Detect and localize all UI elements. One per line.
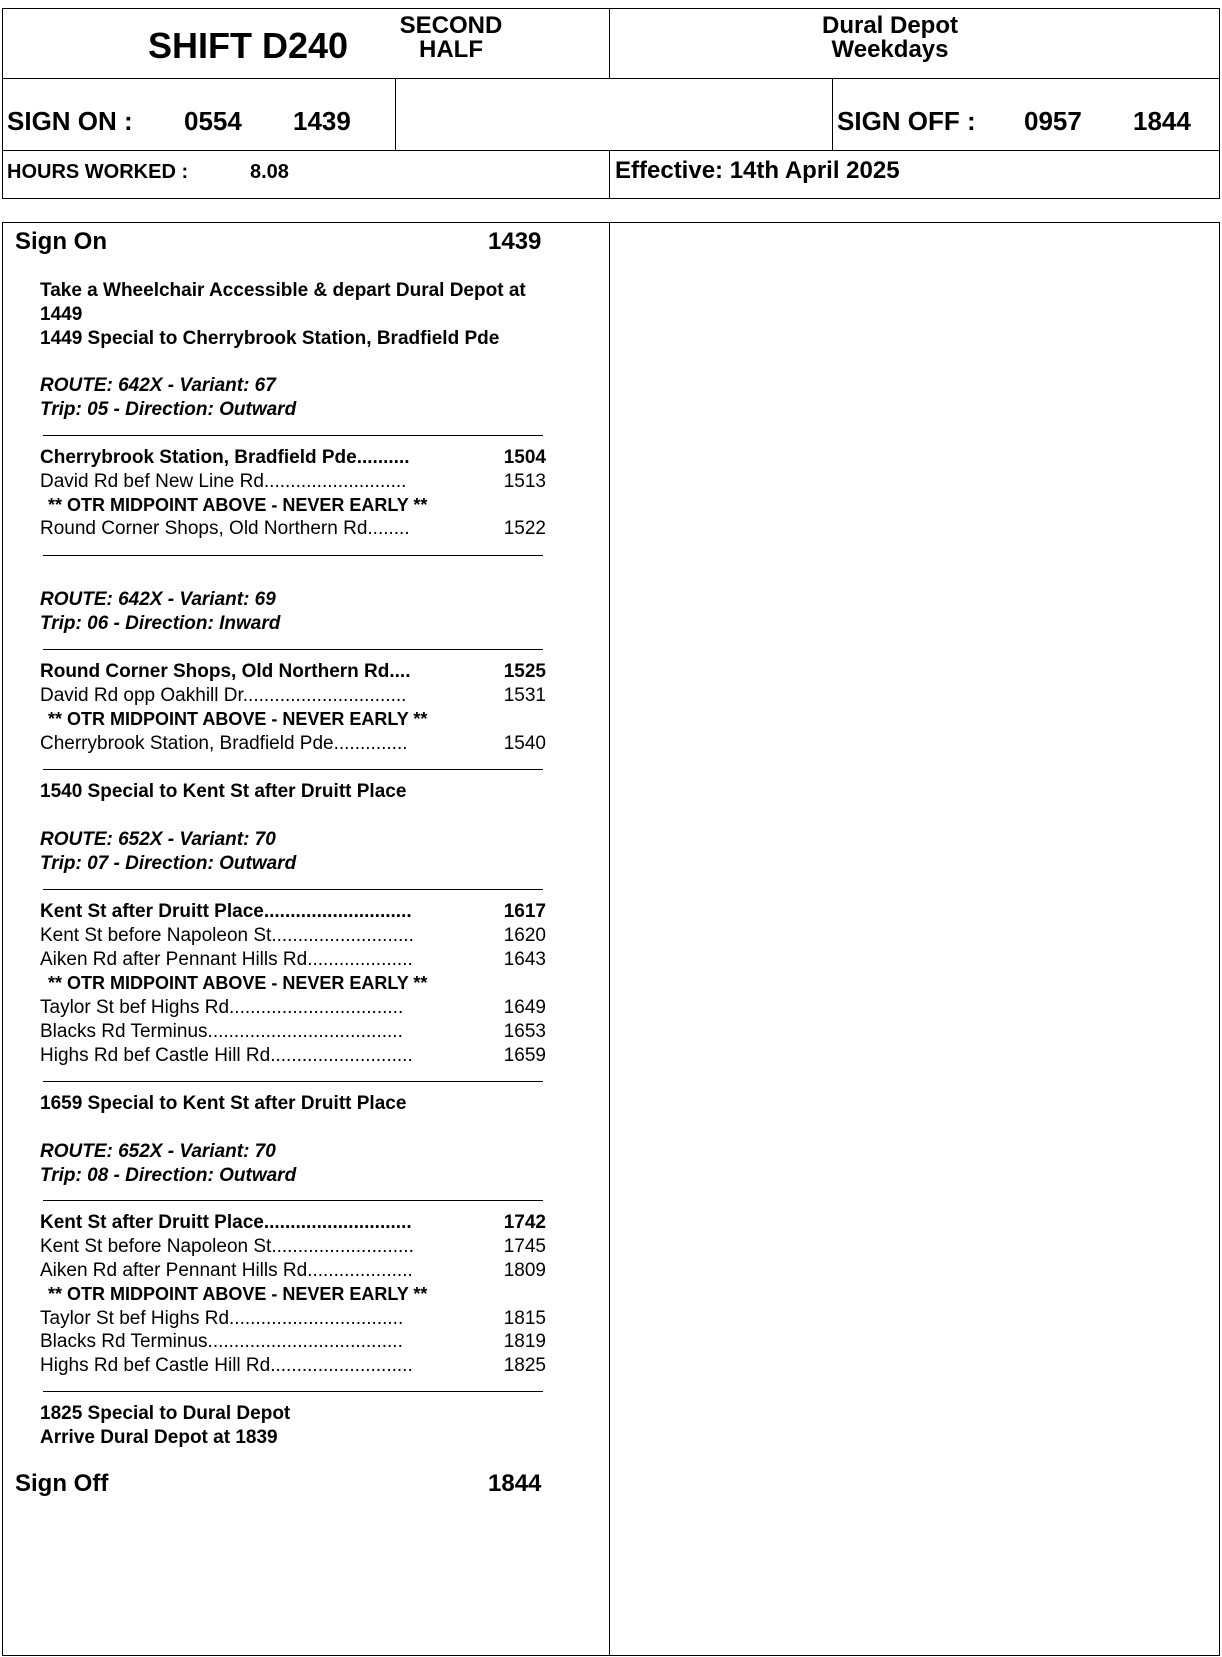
- route-4-bottom-rule: [43, 1391, 543, 1392]
- route-1-time-3: 1522: [503, 518, 546, 539]
- sign-off-label: SIGN OFF :: [837, 106, 976, 136]
- route-4-otr-note: ** OTR MIDPOINT ABOVE - NEVER EARLY **: [48, 1284, 428, 1304]
- route-3-top-rule: [43, 889, 543, 890]
- hours-worked-label: HOURS WORKED :: [7, 161, 189, 183]
- route-3-stop-1: Kent St after Druitt Place............................: [40, 901, 412, 922]
- route-4-stop-1: Kent St after Druitt Place............................: [40, 1212, 412, 1233]
- route-4-stop-2: Kent St before Napoleon St...........................: [40, 1236, 414, 1257]
- route-4-time-6: 1825: [503, 1355, 546, 1376]
- route-1-stop-2: David Rd bef New Line Rd...........................: [40, 471, 407, 492]
- final-line-1: 1825 Special to Dural Depot: [40, 1403, 291, 1424]
- route-2-top-rule: [43, 649, 543, 650]
- special-line-2: 1540 Special to Kent St after Druitt Place: [40, 781, 407, 802]
- route-3-heading: ROUTE: 652X - Variant: 70: [40, 829, 276, 850]
- route-4-time-1: 1742: [503, 1212, 546, 1233]
- sign-off-row-time: 1844: [488, 1470, 542, 1497]
- final-line-2: Arrive Dural Depot at 1839: [40, 1427, 278, 1448]
- route-4-stop-6: Highs Rd bef Castle Hill Rd...........................: [40, 1355, 413, 1376]
- route-3-stop-2: Kent St before Napoleon St...........................: [40, 925, 414, 946]
- route-1-time-2: 1513: [503, 471, 546, 492]
- route-2-bottom-rule: [43, 769, 543, 770]
- route-3-stop-4: Taylor St bef Highs Rd.................................: [40, 997, 404, 1018]
- route-2-time-2: 1531: [503, 685, 546, 706]
- route-1-stop-1: Cherrybrook Station, Bradfield Pde..........: [40, 447, 410, 468]
- depot-label: [760, 14, 1020, 62]
- route-4-time-5: 1819: [503, 1331, 546, 1352]
- route-1-heading: ROUTE: 642X - Variant: 67: [40, 375, 276, 396]
- half-label: [390, 14, 512, 62]
- header-vdivider-signon: [395, 78, 396, 150]
- route-2-heading: ROUTE: 642X - Variant: 69: [40, 589, 276, 610]
- route-4-stop-3: Aiken Rd after Pennant Hills Rd....................: [40, 1260, 413, 1281]
- half-line-2: HALF: [419, 36, 483, 63]
- route-4-time-3: 1809: [503, 1260, 546, 1281]
- day-type: Weekdays: [831, 36, 949, 63]
- route-3-bottom-rule: [43, 1081, 543, 1082]
- route-2-stop-3: Cherrybrook Station, Bradfield Pde..............: [40, 733, 408, 754]
- route-1-otr-note: ** OTR MIDPOINT ABOVE - NEVER EARLY **: [48, 495, 428, 515]
- route-1-trip: Trip: 05 - Direction: Outward: [40, 399, 297, 420]
- intro-line-2: 1449: [40, 304, 83, 325]
- route-2-stop-2: David Rd opp Oakhill Dr...............................: [40, 685, 407, 706]
- route-4-trip: Trip: 08 - Direction: Outward: [40, 1165, 297, 1186]
- route-3-otr-note: ** OTR MIDPOINT ABOVE - NEVER EARLY **: [48, 973, 428, 993]
- route-4-top-rule: [43, 1200, 543, 1201]
- route-2-stop-1: Round Corner Shops, Old Northern Rd....: [40, 661, 411, 682]
- shift-title: SHIFT D240: [148, 25, 349, 66]
- route-4-time-4: 1815: [503, 1308, 546, 1329]
- header-vdivider-bottom: [609, 150, 610, 199]
- hours-worked-value: 8.08: [250, 161, 289, 183]
- route-1-bottom-rule: [43, 555, 543, 556]
- sign-on-time-1: 0554: [184, 106, 242, 136]
- schedule-vdivider: [609, 222, 610, 1656]
- route-3-time-3: 1643: [503, 949, 546, 970]
- depot-name: Dural Depot: [821, 12, 958, 39]
- sign-off-row-label: Sign Off: [15, 1470, 109, 1497]
- sign-on-label: SIGN ON :: [7, 106, 133, 136]
- header-vdivider-signoff: [832, 78, 833, 150]
- sign-off-time-2: 1844: [1133, 106, 1191, 136]
- sign-on-row-label: Sign On: [15, 228, 107, 255]
- route-3-trip: Trip: 07 - Direction: Outward: [40, 853, 297, 874]
- header-divider-2: [2, 150, 1220, 151]
- route-3-stop-5: Blacks Rd Terminus.....................................: [40, 1021, 403, 1042]
- header-vdivider-top: [609, 8, 610, 78]
- route-2-trip: Trip: 06 - Direction: Inward: [40, 613, 281, 634]
- route-4-heading: ROUTE: 652X - Variant: 70: [40, 1141, 276, 1162]
- route-3-time-4: 1649: [503, 997, 546, 1018]
- route-3-time-6: 1659: [503, 1045, 546, 1066]
- special-line-3: 1659 Special to Kent St after Druitt Place: [40, 1093, 407, 1114]
- sign-off-time-1: 0957: [1024, 106, 1082, 136]
- header-divider-1: [2, 78, 1220, 79]
- route-4-stop-4: Taylor St bef Highs Rd.................................: [40, 1308, 404, 1329]
- route-1-time-1: 1504: [503, 447, 546, 468]
- route-2-time-3: 1540: [503, 733, 546, 754]
- route-3-time-2: 1620: [503, 925, 546, 946]
- sign-on-time-2: 1439: [293, 106, 351, 136]
- route-1-stop-3: Round Corner Shops, Old Northern Rd........: [40, 518, 410, 539]
- sign-on-row-time: 1439: [488, 228, 542, 255]
- route-1-top-rule: [43, 435, 543, 436]
- route-4-stop-5: Blacks Rd Terminus.....................................: [40, 1331, 403, 1352]
- route-2-otr-note: ** OTR MIDPOINT ABOVE - NEVER EARLY **: [48, 709, 428, 729]
- route-3-stop-6: Highs Rd bef Castle Hill Rd...........................: [40, 1045, 413, 1066]
- effective-date: Effective: 14th April 2025: [615, 157, 900, 184]
- route-4-time-2: 1745: [503, 1236, 546, 1257]
- route-3-time-1: 1617: [503, 901, 546, 922]
- route-3-time-5: 1653: [503, 1021, 546, 1042]
- intro-line-1: Take a Wheelchair Accessible & depart Dural Depot at: [40, 280, 526, 301]
- half-line-1: SECOND: [399, 12, 503, 39]
- route-3-stop-3: Aiken Rd after Pennant Hills Rd....................: [40, 949, 413, 970]
- route-2-time-1: 1525: [503, 661, 546, 682]
- intro-line-3: 1449 Special to Cherrybrook Station, Bradfield Pde: [40, 328, 500, 349]
